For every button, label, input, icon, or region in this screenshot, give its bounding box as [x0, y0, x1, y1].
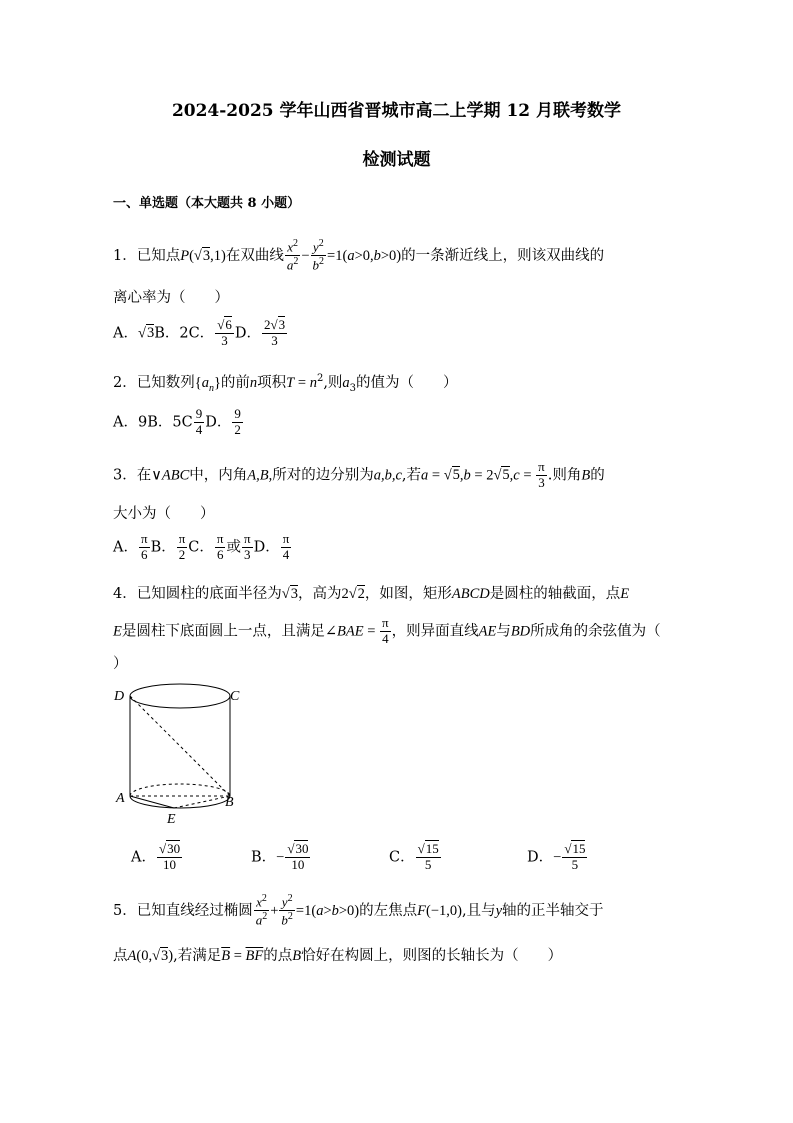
question-4-option-b: B．− $\frac{√30}{10}$ — [251, 841, 309, 872]
question-5-stem-line2: 点A(0,√3),若满足$\overline{B} = \overline{BF}$的点B恰好在构圆上，则图的长轴长为（ ） — [113, 948, 563, 964]
figure-label-b: B — [225, 795, 234, 810]
question-3-options: A． $\frac{\pi}{6}$ B． $\frac{\pi}{2}$ C． $\frac{\pi}{6}$ 或 $\frac{\pi}{3}$ D． $\frac{\pi}{4}$ — [113, 531, 290, 562]
document-subtitle: 检测试题 — [362, 150, 431, 170]
question-4-stem: 4．已知圆柱的底面半径为√3，高为2√2，如图，矩形ABCD是圆柱的轴截面，点E — [113, 586, 630, 602]
question-3-stem: 3．在∨ABC中，内角A,B,所对的边分别为a,b,c,若a = √5,b = 2√5,c = $\frac{\pi}{3}$ .则角B的 — [113, 459, 605, 490]
question-5-stem: 5．已知直线经过椭圆 $\frac{x^2}{a^2}$ + $\frac{y^2}{b^2}$ =1(a>b>0)的左焦点F(−1,0),且与y轴的正半轴交于 — [113, 893, 604, 928]
question-3-stem-line2: 大小为（ ） — [113, 506, 215, 522]
figure-label-d: D — [114, 689, 125, 704]
section-heading: 一、单选题（本大题共 8 小题） — [113, 196, 301, 211]
question-2-stem: 2．已知数列$\{a_n\}$的前n项积$T = n^2$,则$a_3$的值为（ ） — [113, 373, 458, 394]
question-4-stem-line3: ） — [113, 656, 128, 672]
question-4-stem-line2: E是圆柱下底面圆上一点，且满足∠BAE = $\frac{\pi}{4}$ ，则异面直线AE与BD所成角的余弦值为（ — [113, 615, 661, 646]
question-2-options: A．9B．5C $\frac{9}{4}$ D． $\frac{9}{2}$ — [113, 406, 241, 437]
question-4-option-c: C． $\frac{√15}{5}$ — [389, 841, 439, 872]
document-title: 2024-2025 学年山西省晋城市高二上学期 12 月联考数学 — [171, 101, 622, 121]
figure-label-e: E — [167, 812, 176, 827]
question-1-stem-line2: 离心率为（ ） — [113, 290, 229, 306]
question-1-options: A．√3B．2C． $\frac{√6}{3}$ D． $\frac{2√3}{3}$ — [113, 317, 286, 348]
cylinder-figure — [112, 680, 252, 830]
question-4-option-d: D．− $\frac{√15}{5}$ — [527, 841, 586, 872]
question-1-stem: 1．已知点P(√3,1)在双曲线 $\frac{x^2}{a^2}$ − $\frac{y^2}{b^2}$ =1(a>0,b>0)的一条渐近线上，则该双曲线的 — [113, 238, 605, 273]
figure-label-a: A — [116, 791, 125, 806]
figure-label-c: C — [230, 689, 240, 704]
question-4-option-a: A． $\frac{√30}{10}$ — [131, 841, 181, 872]
